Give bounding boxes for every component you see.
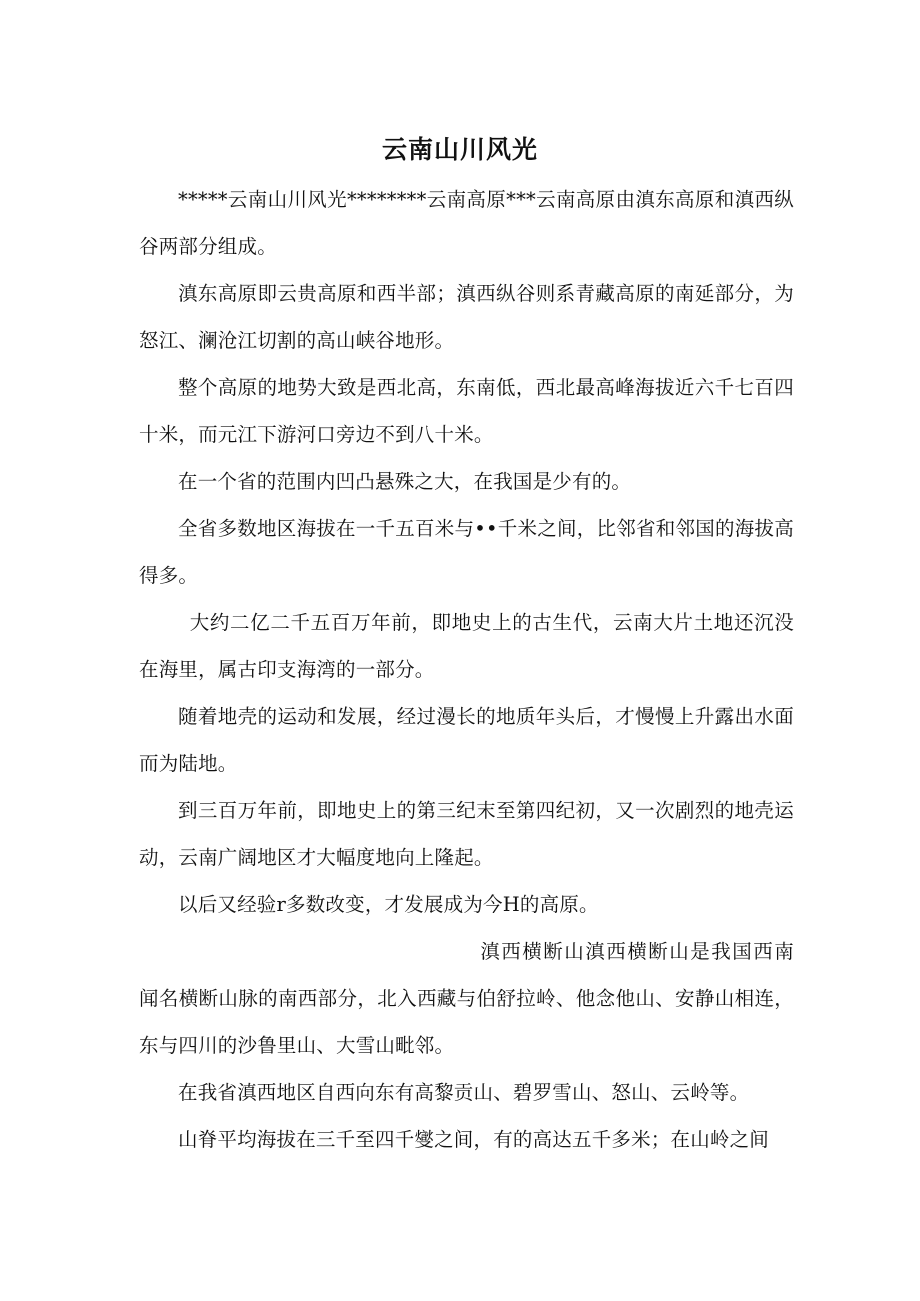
paragraph-6: 大约二亿二千五百万年前，即地史上的古生代，云南大片土地还沉没在海里，属古印支海湾的一部分。: [139, 611, 794, 681]
paragraph-9: 以后又经验r多数改变，才发展成为今H的高原。: [178, 893, 599, 916]
paragraph-4: 在一个省的范围内凹凸悬殊之大，在我国是少有的。: [178, 470, 632, 493]
paragraph-11: 在我省滇西地区自西向东有高黎贡山、碧罗雪山、怒山、云岭等。: [178, 1081, 750, 1104]
page-title: 云南山川风光: [381, 134, 538, 164]
paragraph-10: 滇西横断山滇西横断山是我国西南闻名横断山脉的南西部分，北入西藏与伯舒拉岭、他念他山、安静山相连，东与四川的沙鲁里山、大雪山毗邻。: [139, 940, 794, 1057]
article-body: [139, 176, 794, 1163]
paragraph-8: 到三百万年前，即地史上的第三纪末至第四纪初，又一次剧烈的地壳运动，云南广阔地区才大幅度地向上隆起。: [139, 799, 794, 869]
paragraph-1: *****云南山川风光********云南高原***云南高原由滇东高原和滇西纵谷两部分组成。: [139, 188, 794, 258]
paragraph-7: 随着地壳的运动和发展，经过漫长的地质年头后，才慢慢上升露出水面而为陆地。: [139, 705, 794, 775]
paragraph-3: 整个高原的地势大致是西北高，东南低，西北最高峰海拔近六千七百四十米，而元江下游河口旁边不到八十米。: [139, 376, 794, 446]
paragraph-12: 山脊平均海拔在三千至四千燮之间，有的高达五千多米；在山岭之间: [178, 1128, 770, 1151]
paragraph-2: 滇东高原即云贵高原和西半部；滇西纵谷则系青藏高原的南延部分，为怒江、澜沧江切割的高山峡谷地形。: [139, 282, 794, 352]
paragraph-5: 全省多数地区海拔在一千五百米与••千米之间，比邻省和邻国的海拔高得多。: [139, 517, 794, 587]
